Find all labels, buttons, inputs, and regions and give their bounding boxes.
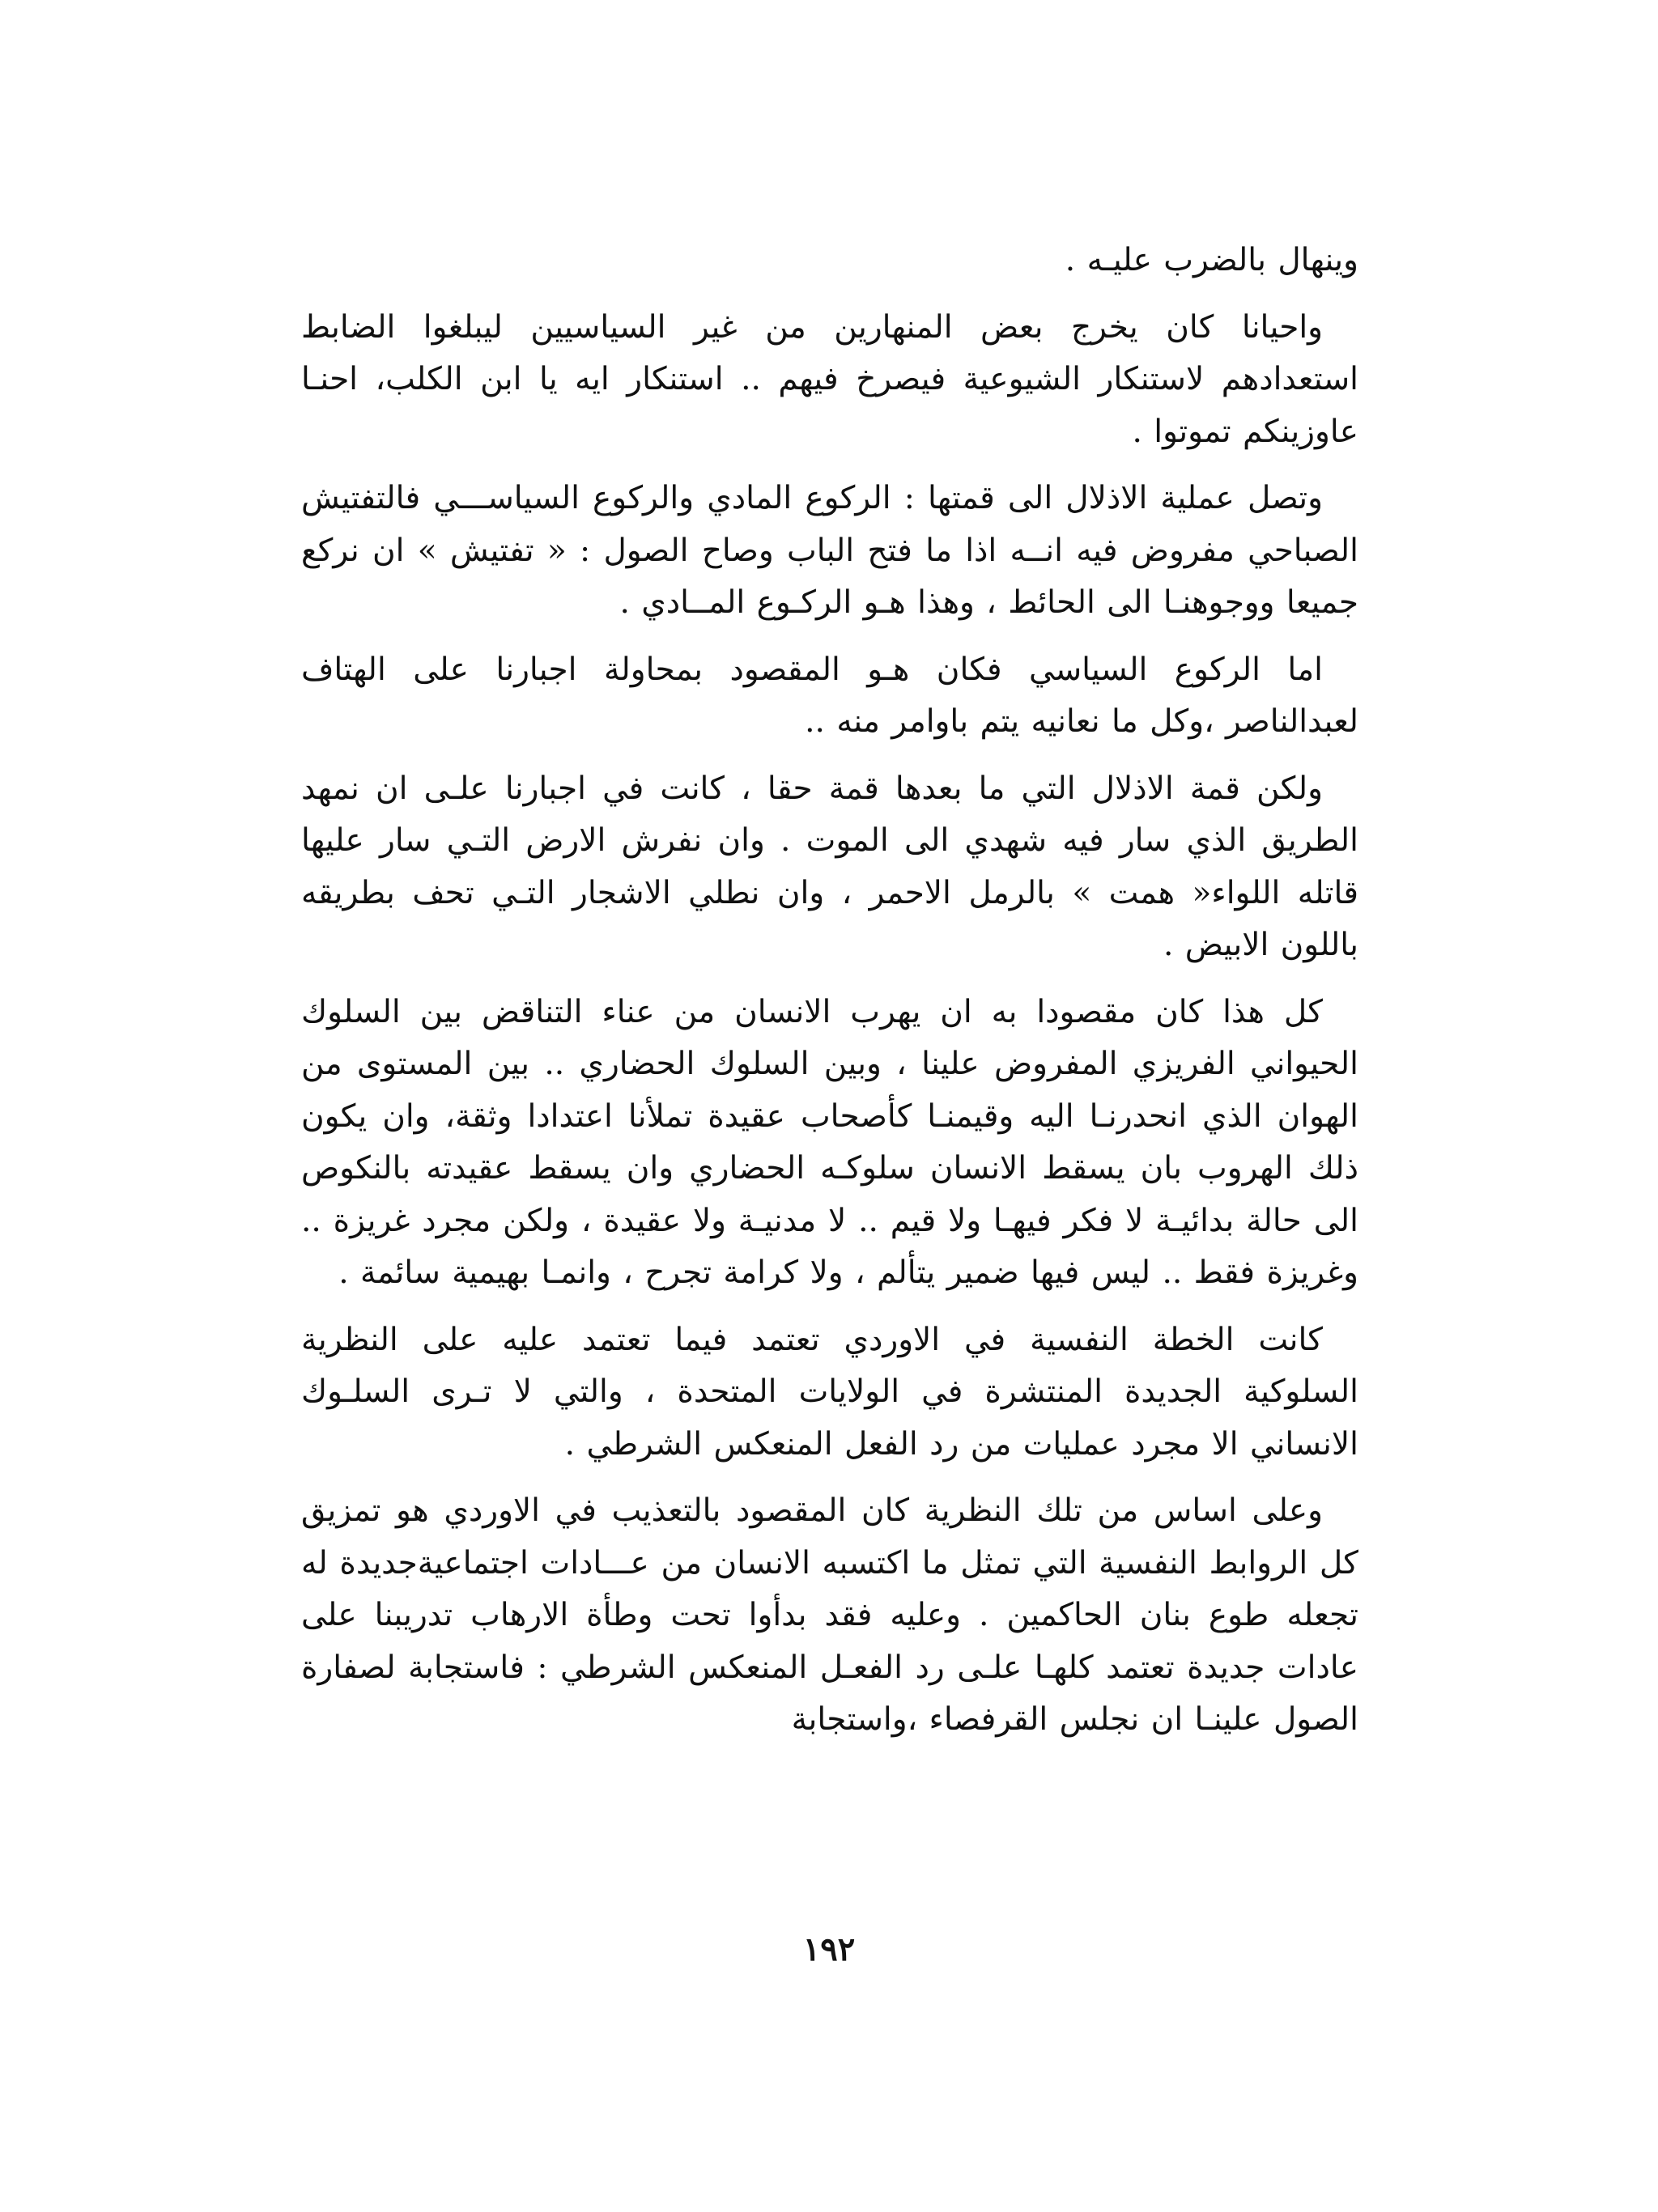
book-page <box>301 235 1358 1747</box>
paragraph-7: كانت الخطة النفسية في الاوردي تعتمد فيما تعتمد عليه على النظرية السلوكية الجديدة المنتشرة في الولايات المتحدة ، والتي لا تـرى السلـوك الانساني الا مجرد عمليات من رد الفعل المنعكس الشرطي . <box>301 1321 1358 1463</box>
paragraph-3: وتصل عملية الاذلال الى قمتها : الركوع المادي والركوع السياســـي فالتفتيش الصباحي مفروض فيه انــه اذا ما فتح الباب وصاح الصول : « تفتيش » ان نركع جميعا ووجوهنـا الى الحائط ، وهذا هـو الركـوع المــادي . <box>301 480 1358 621</box>
paragraph-4: اما الركوع السياسي فكان هـو المقصود بمحاولة اجبارنا على الهتاف لعبدالناصر ،وكل ما نعانيه يتم باوامر منه .. <box>301 651 1358 740</box>
paragraph-6: كل هذا كان مقصودا به ان يهرب الانسان من عناء التناقض بين السلوك الحيواني الفريزي المفروض علينا ، وبين السلوك الحضاري .. بين المستوى من الهوان الذي انحدرنـا اليه وقيمنـا كأصحاب عقيدة تملأنا اعتدادا وثقة، وان يكون ذلك الهروب بان يسقط الانسان سلوكـه الحضاري وان يسقط عقيدته بالنكوص الى حالة بدائيـة لا فكر فيهـا ولا قيم .. لا مدنيـة ولا عقيدة ، ولكن مجرد غريزة .. وغريزة فقط .. ليس فيها ضمير يتألم ، ولا كرامة تجرح ، وانمـا بهيمية سائمة . <box>301 993 1358 1291</box>
paragraph-1: وينهال بالضرب عليـه . <box>1065 242 1358 278</box>
paragraph-2: واحيانا كان يخرج بعض المنهارين من غير السياسيين ليبلغوا الضابط استعدادهم لاستنكار الشيوعية فيصرخ فيهم .. استنكار ايه يا ابن الكلب، احنـا عاوزينكم تموتوا . <box>301 308 1358 450</box>
paragraph-5: ولكن قمة الاذلال التي ما بعدها قمة حقا ، كانت في اجبارنا علـى ان نمهد الطريق الذي سار فيه شهدي الى الموت . وان نفرش الارض التـي سار عليها قاتله اللواء« همت » بالرمل الاحمر ، وان نطلي الاشجار التـي تحف بطريقه باللون الابيض . <box>301 770 1358 963</box>
page-number: ١٩٢ <box>802 1930 856 1968</box>
paragraph-8: وعلى اساس من تلك النظرية كان المقصود بالتعذيب في الاوردي هو تمزيق كل الروابط النفسية التي تمثل ما اكتسبه الانسان من عـــادات اجتماعيةجديدة له تجعله طوع بنان الحاكمين . وعليه فقد بدأوا تحت وطأة الارهاب تدريبنا على عادات جديدة تعتمد كلهـا علـى رد الفعـل المنعكس الشرطي : فاستجابة لصفارة الصول علينـا ان نجلس القرفصاء ،واستجابة <box>301 1492 1358 1738</box>
